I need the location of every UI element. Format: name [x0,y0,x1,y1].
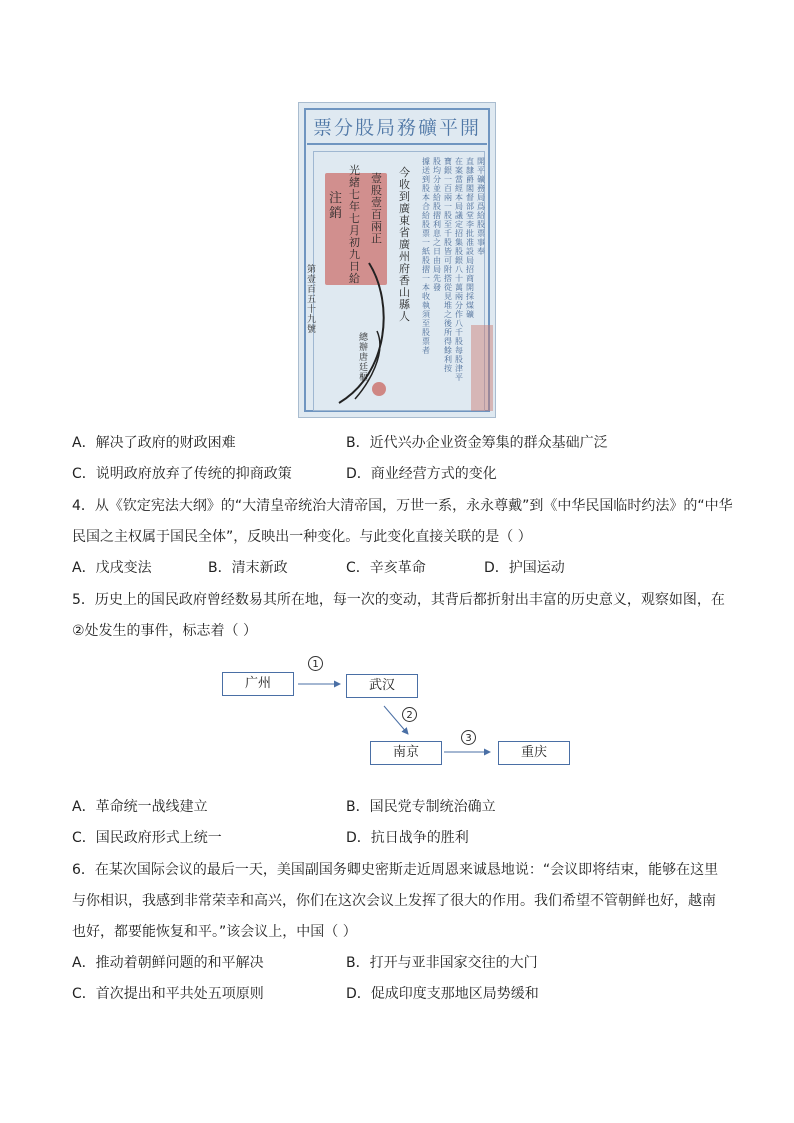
q4-option-a: A．戊戌变法 [72,560,152,576]
q4-stem-line-2: 民国之主权属于国民全体”，反映出一种变化。与此变化直接关联的是（ ） [72,529,532,545]
q3-option-d: D．商业经营方式的变化 [346,466,497,482]
q6-option-d: D．促成印度支那地区局势缓和 [346,986,539,1002]
q5-option-c: C．国民政府形式上统一 [72,830,222,846]
q6-option-b: B．打开与亚非国家交往的大门 [346,955,538,971]
certificate-column-1: 開平礦務局 爲給股票事奉 [477,157,485,256]
q4-option-c: C．辛亥革命 [346,560,426,576]
certificate-column-6: 據送到股本合給股票一紙股摺一本收執須至股票者 [422,157,430,355]
step-number-3: 3 [461,730,476,745]
node-chongqing: 重庆 [498,741,570,765]
q3-option-b: B．近代兴办企业资金筹集的群众基础广泛 [346,435,608,451]
q6-stem-line-1: 6．在某次国际会议的最后一天，美国副国务卿史密斯走近周恩来诚恳地说：“会议即将结束，能够在这里 [72,862,719,878]
handwritten-agent: 總辦唐廷樞 [359,333,369,383]
node-wuhan: 武汉 [346,674,418,698]
node-nanjing: 南京 [370,741,442,765]
q4-option-d: D．护国运动 [484,560,565,576]
certificate-column-5: 股均分並給股摺利息之日由局先發 [433,157,441,292]
q6-option-c: C．首次提出和平共处五项原则 [72,986,264,1002]
step-number-2: 2 [402,707,417,722]
q5-option-b: B．国民党专制统治确立 [346,799,496,815]
q6-stem-line-3: 也好，都要能恢复和平。”该会议上，中国（ ） [72,924,357,940]
q5-option-a: A．革命统一战线建立 [72,799,208,815]
q5-stem-line-2: ②处发生的事件，标志着（ ） [72,623,258,639]
certificate-column-4: 寶銀一百兩一股至千股皆可附搭從見堆之後所得餘利按 [444,157,452,373]
certificate-title: 票分股局務礦平開 [307,113,487,145]
q4-stem-line-1: 4．从《钦定宪法大纲》的“大清皇帝统治大清帝国，万世一系，永永尊戴”到《中华民国临时约法》的“中华 [72,498,733,514]
handwritten-city: 今收到廣東省廣州府香山縣人 [399,166,410,323]
q4-option-b: B．清末新政 [208,560,288,576]
q3-option-c: C．说明政府放弃了传统的抑商政策 [72,466,292,482]
q5-stem-line-1: 5．历史上的国民政府曾经数易其所在地，每一次的变动，其背后都折射出丰富的历史意义，观察如图，在 [72,592,725,608]
certificate-column-2: 直隸爵閣督部堂李 批准設局招商開採煤礦 [466,157,474,319]
q6-stem-line-2: 与你相识，我感到非常荣幸和高兴，你们在这次会议上发挥了很大的作用。我们希望不管朝鲜也好，越南 [72,893,716,909]
handwritten-date: 光緒七年七月初九日給 [349,164,360,285]
q6-option-a: A．推动着朝鲜问题的和平解决 [72,955,264,971]
step-number-1: 1 [308,656,323,671]
handwritten-shares: 壹股 壹百兩正 [371,172,382,245]
q5-option-d: D．抗日战争的胜利 [346,830,469,846]
handwritten-cancel: 注銷 [329,191,343,221]
certificate-column-3: 在案當經本局議定招集股銀八十萬兩分作八千股每股津平 [455,157,463,382]
q3-option-a: A．解决了政府的财政困难 [72,435,236,451]
node-guangzhou: 广州 [222,672,294,696]
handwritten-number: 第壹百五十九號 [307,265,317,335]
